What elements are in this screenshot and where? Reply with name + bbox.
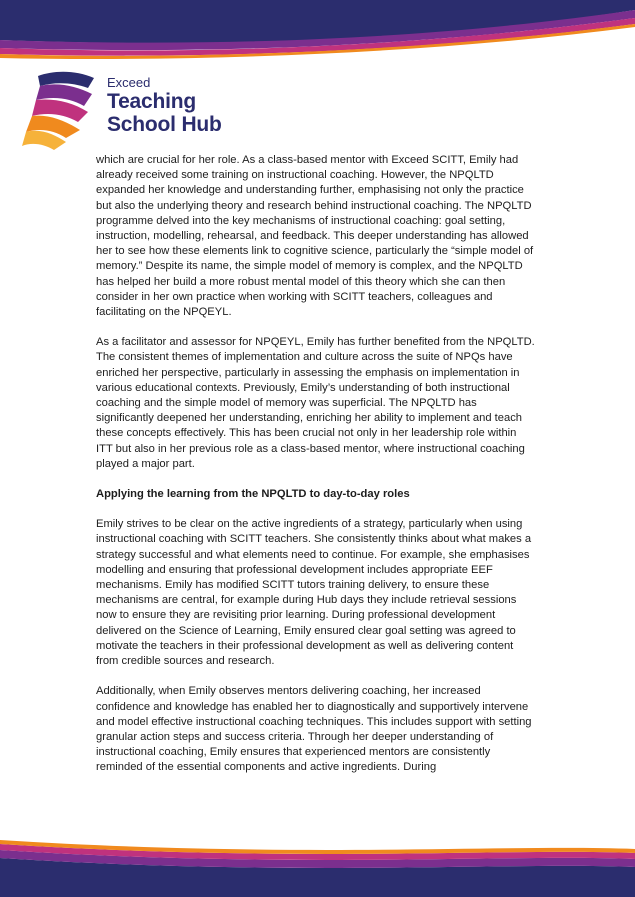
section-heading: Applying the learning from the NPQLTD to day-to-day roles [96, 488, 410, 501]
ribbon-logo-icon [18, 68, 106, 152]
top-decorative-wave [0, 0, 635, 60]
logo-line-school-hub: School Hub [107, 113, 222, 136]
paragraph-npqeyl-facilitator: As a facilitator and assessor for NPQEYL, Emily has further benefited from the NPQLTD. The consistent themes of implementation and culture across the suite of NPQs have enriched her perspective, particularly in assessing the emphasis on implementation in various educational contexts. Previously, Emily’s understanding of both instructional coaching and the simple model of memory was superficial. The NPQLTD has significantly deepened her understanding, enriching her ability to implement and teach these concepts effectively. This has been crucial not only in her leadership role within ITT but also in her previous role as a class-based mentor, where instructional coaching played a major part. [96, 336, 535, 470]
article-body [96, 153, 536, 791]
logo-wordmark [107, 76, 222, 136]
bottom-decorative-wave [0, 822, 635, 897]
paragraph-npqltd-coaching: which are crucial for her role. As a class-based mentor with Exceed SCITT, Emily had already received some training on instructional coaching. However, the NPQLTD expanded her knowledge and understanding further, emphasising not only the practice but also the underlying theory and research behind instructional coaching. The NPQLTD programme delved into the key mechanisms of instructional coaching: goal setting, instruction, modelling, rehearsal, and feedback. This deeper understanding has allowed her to see how these elements link to cognitive science, particularly the “simple model of memory.” Despite its name, the simple model of memory is complex, and the NPQLTD has helped her build a more robust mental model of this theory which she can then consider in her own practice when working with SCITT teachers, colleagues and facilitating on the NPQEYL. [96, 154, 534, 319]
paragraph-mentor-coaching: Additionally, when Emily observes mentors delivering coaching, her increased confidence and knowledge has enabled her to diagnostically and supportively intervene and model effective instructional coaching techniques. This includes support with setting granular action steps and success criteria. Through her deeper understanding of instructional coaching, Emily ensures that experienced mentors are consistently reminded of the essential components and active ingredients. During [96, 685, 532, 774]
exceed-logo [18, 68, 248, 152]
logo-line-exceed: Exceed [107, 75, 151, 90]
paragraph-active-ingredients: Emily strives to be clear on the active ingredients of a strategy, particularly when using instructional coaching with SCITT teachers. She consistently thinks about what makes a strategy successful and what elements need to continue. For example, she emphasises modelling and ensuring that professional development includes appropriate EEF mechanisms. Emily has modified SCITT tutors training delivery, to ensure these mechanisms are central, for example during Hub days they include retrieval sessions now to ensure they are revisiting prior learning. During professional development delivered on the Science of Learning, Emily ensured clear goal setting was agreed to motivate the teachers in their professional development as well as delivering content from credible sources and research. [96, 518, 532, 668]
logo-line-teaching: Teaching [107, 90, 197, 113]
